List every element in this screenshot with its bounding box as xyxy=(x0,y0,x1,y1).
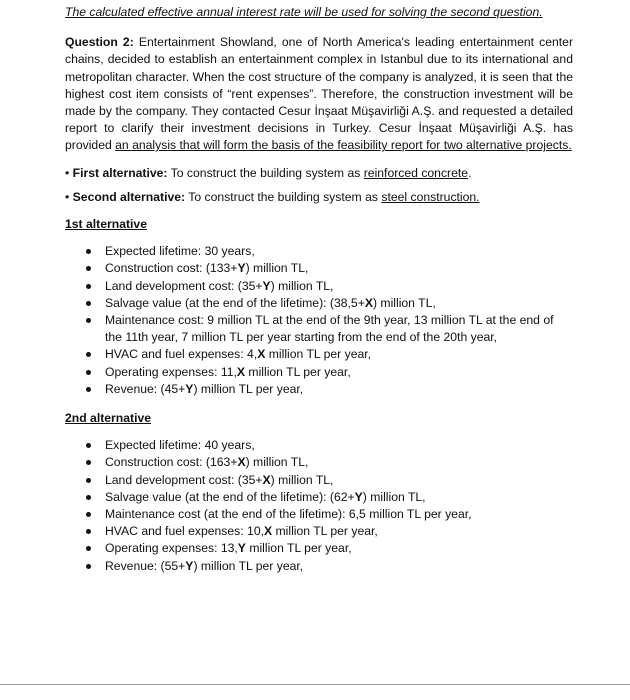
list-item: Salvage value (at the end of the lifetime): (62+Y) million TL, xyxy=(105,489,573,506)
list-item: Land development cost: (35+Y) million TL, xyxy=(105,278,573,295)
question-text: Entertainment Showland, one of North America's leading entertainment center chains, decided to establish an entertainment complex in Istanbul due to its international and metropolitan character. When the cost structure of the company is analyzed, it is seen that the highest cost item consists of “rent expenses”. Therefore, the construction investment will be made by the company. They contacted Cesur İnşaat Müşavirliği A.Ş. and requested a detailed report to clarify their investment decisions in Turkey. Cesur İnşaat Müşavirliği A.Ş. has provided xyxy=(65,35,574,153)
list-item: Expected lifetime: 40 years, xyxy=(105,437,573,454)
list-item: Construction cost: (163+X) million TL, xyxy=(105,454,573,471)
list-item: Construction cost: (133+Y) million TL, xyxy=(105,260,573,277)
list-item: Revenue: (55+Y) million TL per year, xyxy=(105,558,573,575)
second-alternative-line: • Second alternative: To construct the building system as steel construction. xyxy=(65,189,480,204)
question-paragraph xyxy=(65,34,573,154)
reinforced-concrete-term: reinforced concrete xyxy=(363,165,469,180)
second-alternative-list xyxy=(65,437,573,575)
list-item: Land development cost: (35+X) million TL, xyxy=(105,472,573,489)
list-item: Revenue: (45+Y) million TL per year, xyxy=(105,381,573,398)
question-label: Question 2: xyxy=(65,35,134,50)
steel-construction-term: steel construction. xyxy=(381,189,480,204)
list-item: Maintenance cost: 9 million TL at the end of the 9th year, 13 million TL at the end of the 11th year, 7 million TL per year starting from the end of the 20th year, xyxy=(105,312,573,346)
first-alternative-list xyxy=(65,243,573,398)
question-underlined-text: an analysis that will form the basis of the feasibility report for two alternative projects. xyxy=(115,138,572,153)
list-item: Maintenance cost (at the end of the lifetime): 6,5 million TL per year, xyxy=(105,506,573,523)
page-bottom-divider xyxy=(0,684,630,685)
intro-note: The calculated effective annual interest rate will be used for solving the second question. xyxy=(65,5,543,19)
list-item: HVAC and fuel expenses: 4,X million TL per year, xyxy=(105,346,573,363)
list-item: Salvage value (at the end of the lifetime): (38,5+X) million TL, xyxy=(105,295,573,312)
second-alternative-heading: 2nd alternative xyxy=(65,411,152,426)
list-item: HVAC and fuel expenses: 10,X million TL per year, xyxy=(105,523,573,540)
first-alternative-label: First alternative: xyxy=(72,165,168,180)
first-alternative-heading: 1st alternative xyxy=(65,217,147,232)
list-item: Operating expenses: 13,Y million TL per year, xyxy=(105,540,573,557)
first-alternative-line: • First alternative: To construct the building system as reinforced concrete. xyxy=(65,165,472,180)
list-item: Operating expenses: 11,X million TL per year, xyxy=(105,364,573,381)
document-page xyxy=(65,0,573,575)
second-alternative-label: Second alternative: xyxy=(72,189,186,204)
list-item: Expected lifetime: 30 years, xyxy=(105,243,573,260)
